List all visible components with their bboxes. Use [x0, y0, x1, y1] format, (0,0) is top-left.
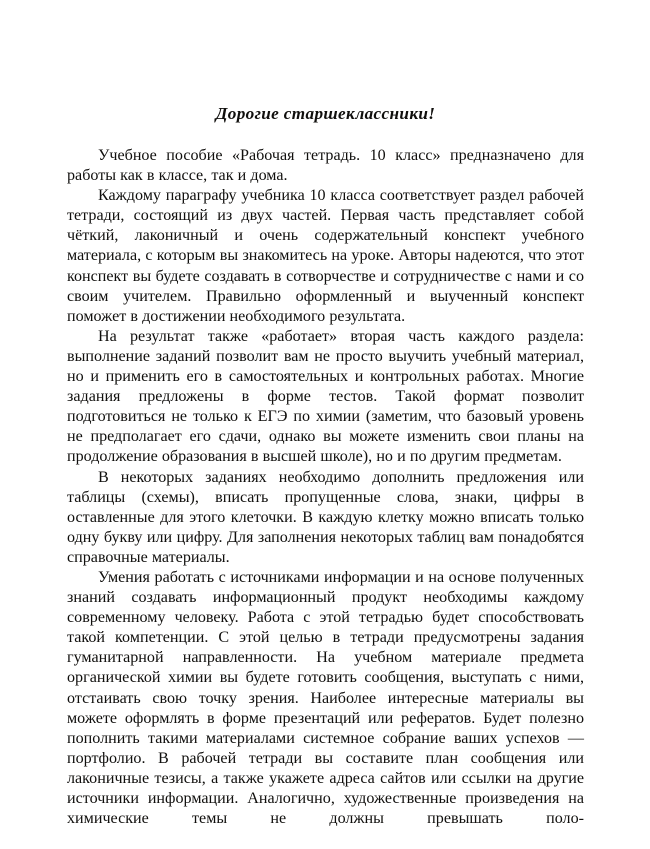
paragraph-1: Учебное пособие «Рабочая тетрадь. 10 класс» предназначено для работы как в классе, так и дома.	[67, 147, 584, 185]
paragraph-5: Умения работать с источниками информации и на основе полученных знаний создавать информационный продукт необходимы каждому современному человеку. Работа с этой тетрадью будет способствовать такой компетенции. С этой целью в тетради предусмотрены задания гуманитарной направленности. На учебном материале предмета органической химии вы будете готовить сообщения, выступать с ними, отстаивать свою точку зрения. Наиболее интересные материалы вы можете оформлять в форме презентаций или рефератов. Будет полезно пополнить такими материалами системное собрание ваших успехов — портфолио. В рабочей тетради вы составите план сообщения или лаконичные тезисы, а также укажете адреса сайтов или ссылки на другие источники информации. Аналогично, художественные произведения на химические темы не должны превышать поло-	[67, 568, 584, 828]
paragraph-2: Каждому параграфу учебника 10 класса соответствует раздел рабочей тетради, состоящий из двух частей. Первая часть представляет собой чёткий, лаконичный и очень содержательный конспект учебного материала, с которым вы знакомитесь на уроке. Авторы надеются, что этот конспект вы будете создавать в сотворчестве и сотрудничестве с нами и со своим учителем. Правильно оформленный и выученный конспект поможет в достижении необходимого результата.	[67, 187, 584, 325]
page-title: Дорогие старшеклассники!	[215, 104, 436, 123]
body-text	[67, 146, 584, 849]
paragraph-3: На результат также «работает» вторая часть каждого раздела: выполнение заданий позволит вам не просто выучить учебный материал, но и применить его в самостоятельных и контрольных работах. Многие задания предложены в форме тестов. Такой формат позволит подготовиться не только к ЕГЭ по химии (заметим, что базовый уровень не предполагает его сдачи, однако вы можете изменить свои планы на продолжение образования в высшей школе), но и по другим предметам.	[67, 327, 584, 466]
page-content	[67, 104, 584, 849]
paragraph-4: В некоторых заданиях необходимо дополнить предложения или таблицы (схемы), вписать пропущенные слова, знаки, цифры в оставленные для этого клеточки. В каждую клетку можно вписать только одну букву или цифру. Для заполнения некоторых таблиц вам понадобятся справочные материалы.	[67, 468, 584, 566]
